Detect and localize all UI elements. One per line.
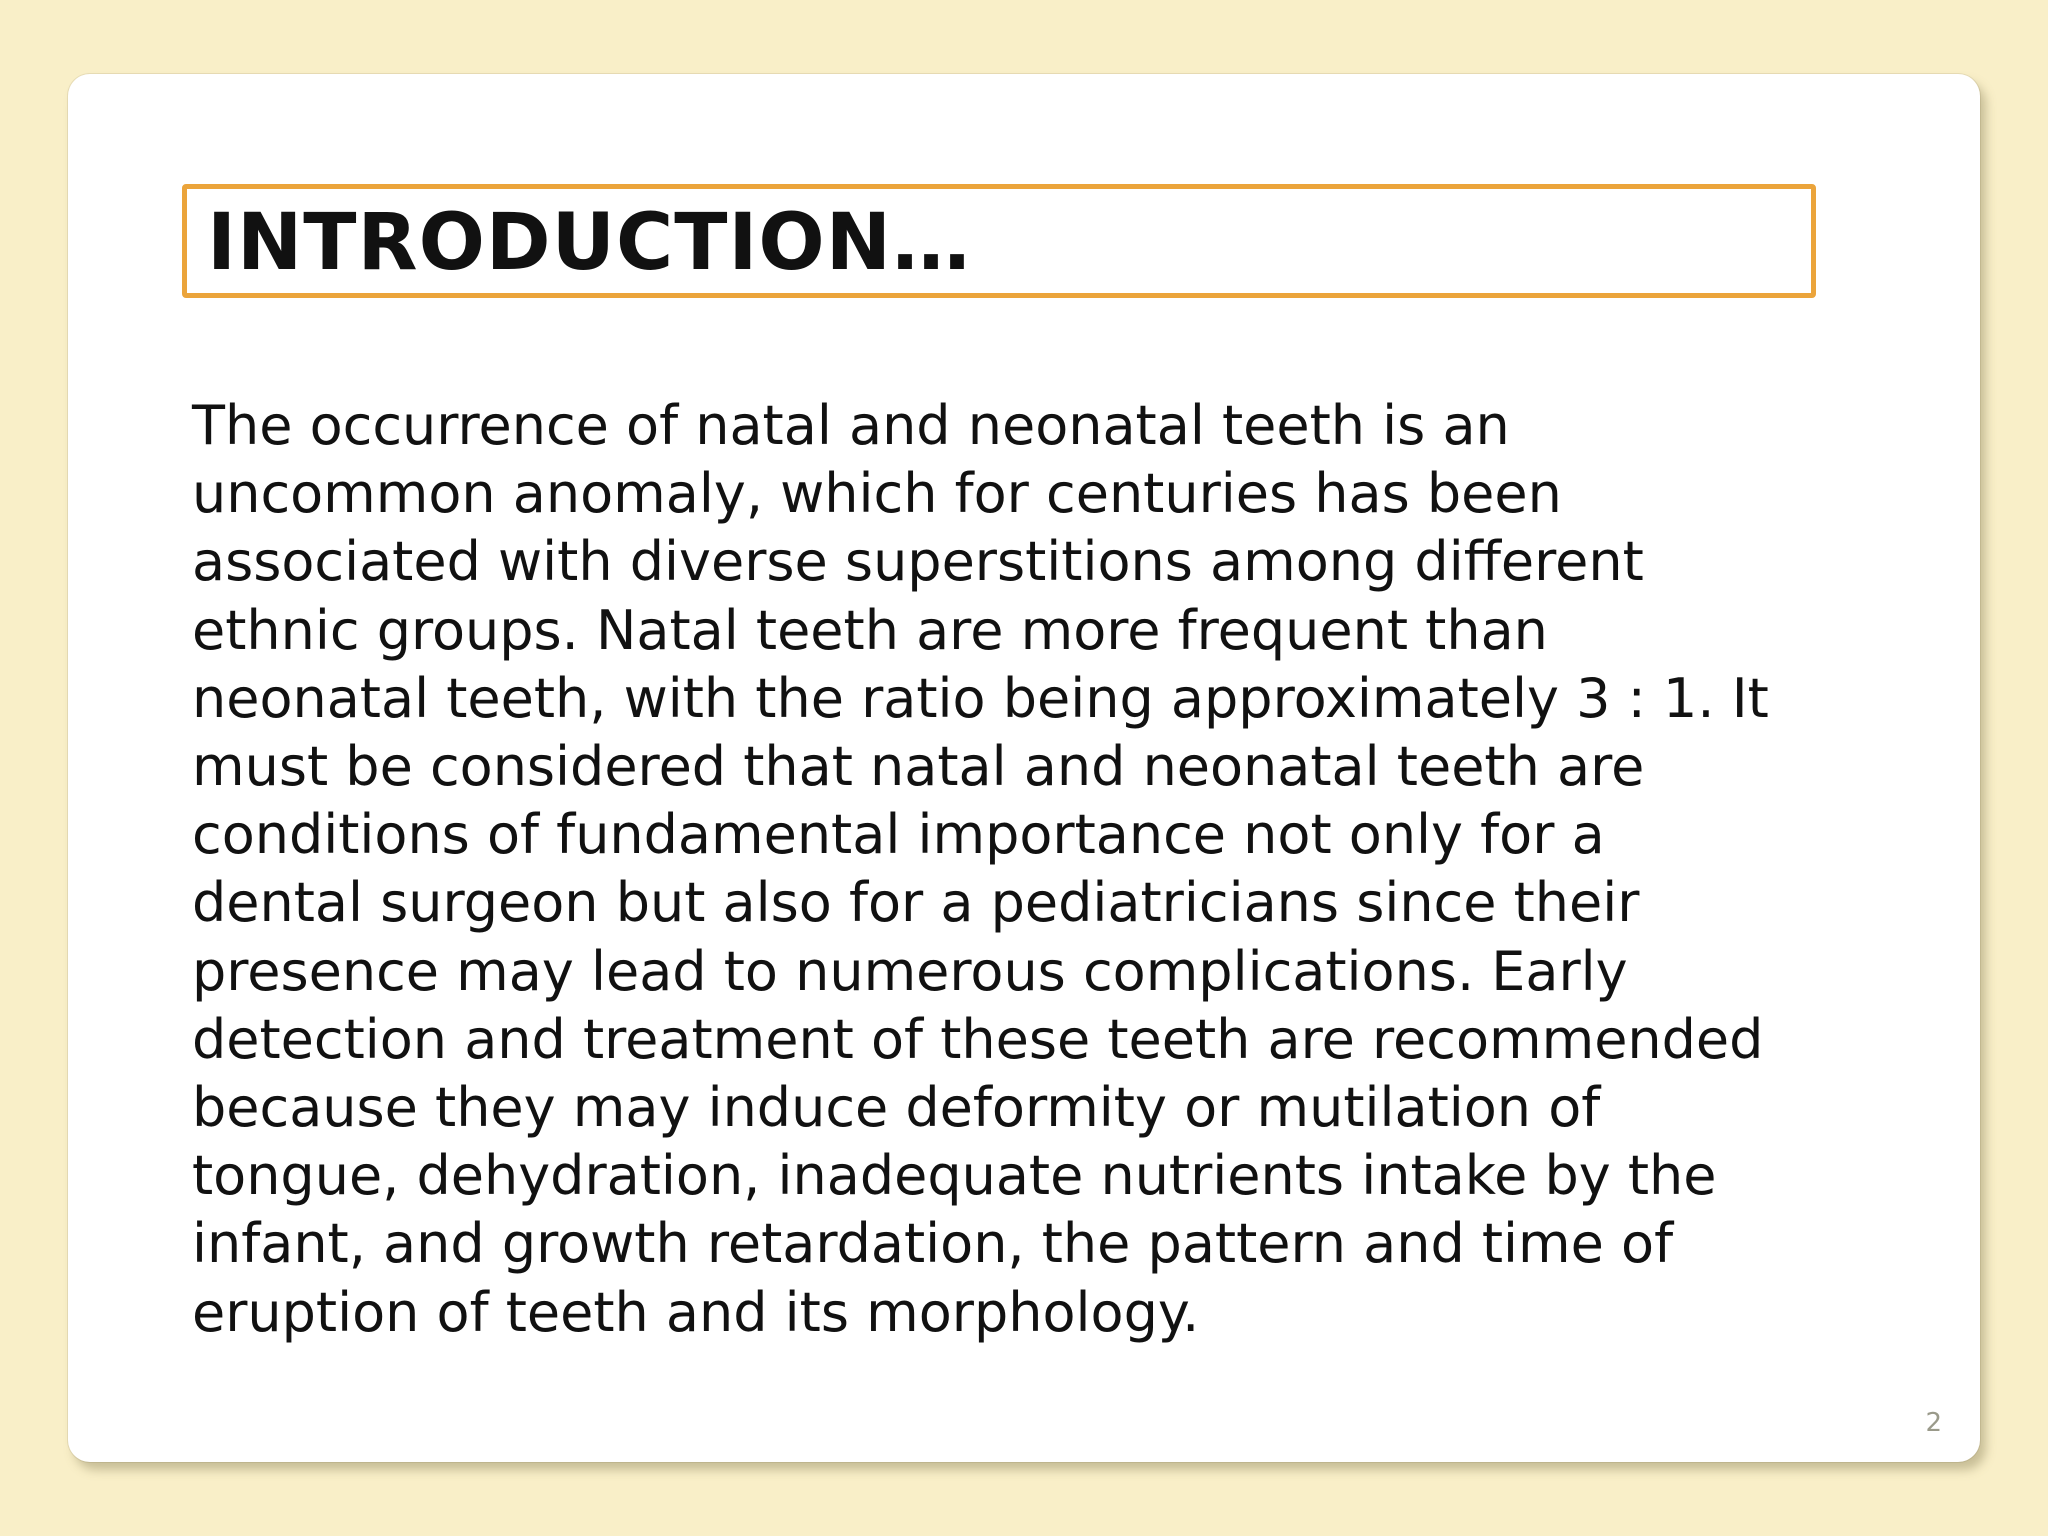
slide-card [68, 74, 1980, 1462]
title-box [182, 184, 1816, 298]
page-number: 2 [1925, 1408, 1942, 1438]
slide-body-text: The occurrence of natal and neonatal teeth is an uncommon anomaly, which for centuries has been associated with diverse superstitions among different ethnic groups. Natal teeth are more frequent than neonatal teeth, with the ratio being approximately 3 : 1. It must be considered that natal and neonatal teeth are conditions of fundamental importance not only for a dental surgeon but also for a pediatricians since their presence may lead to numerous complications. Early detection and treatment of these teeth are recommended because they may induce deformity or mutilation of tongue, dehydration, inadequate nutrients intake by the infant, and growth retardation, the pattern and time of eruption of teeth and its morphology. [192, 394, 1769, 1344]
slide-title: INTRODUCTION… [207, 198, 972, 288]
